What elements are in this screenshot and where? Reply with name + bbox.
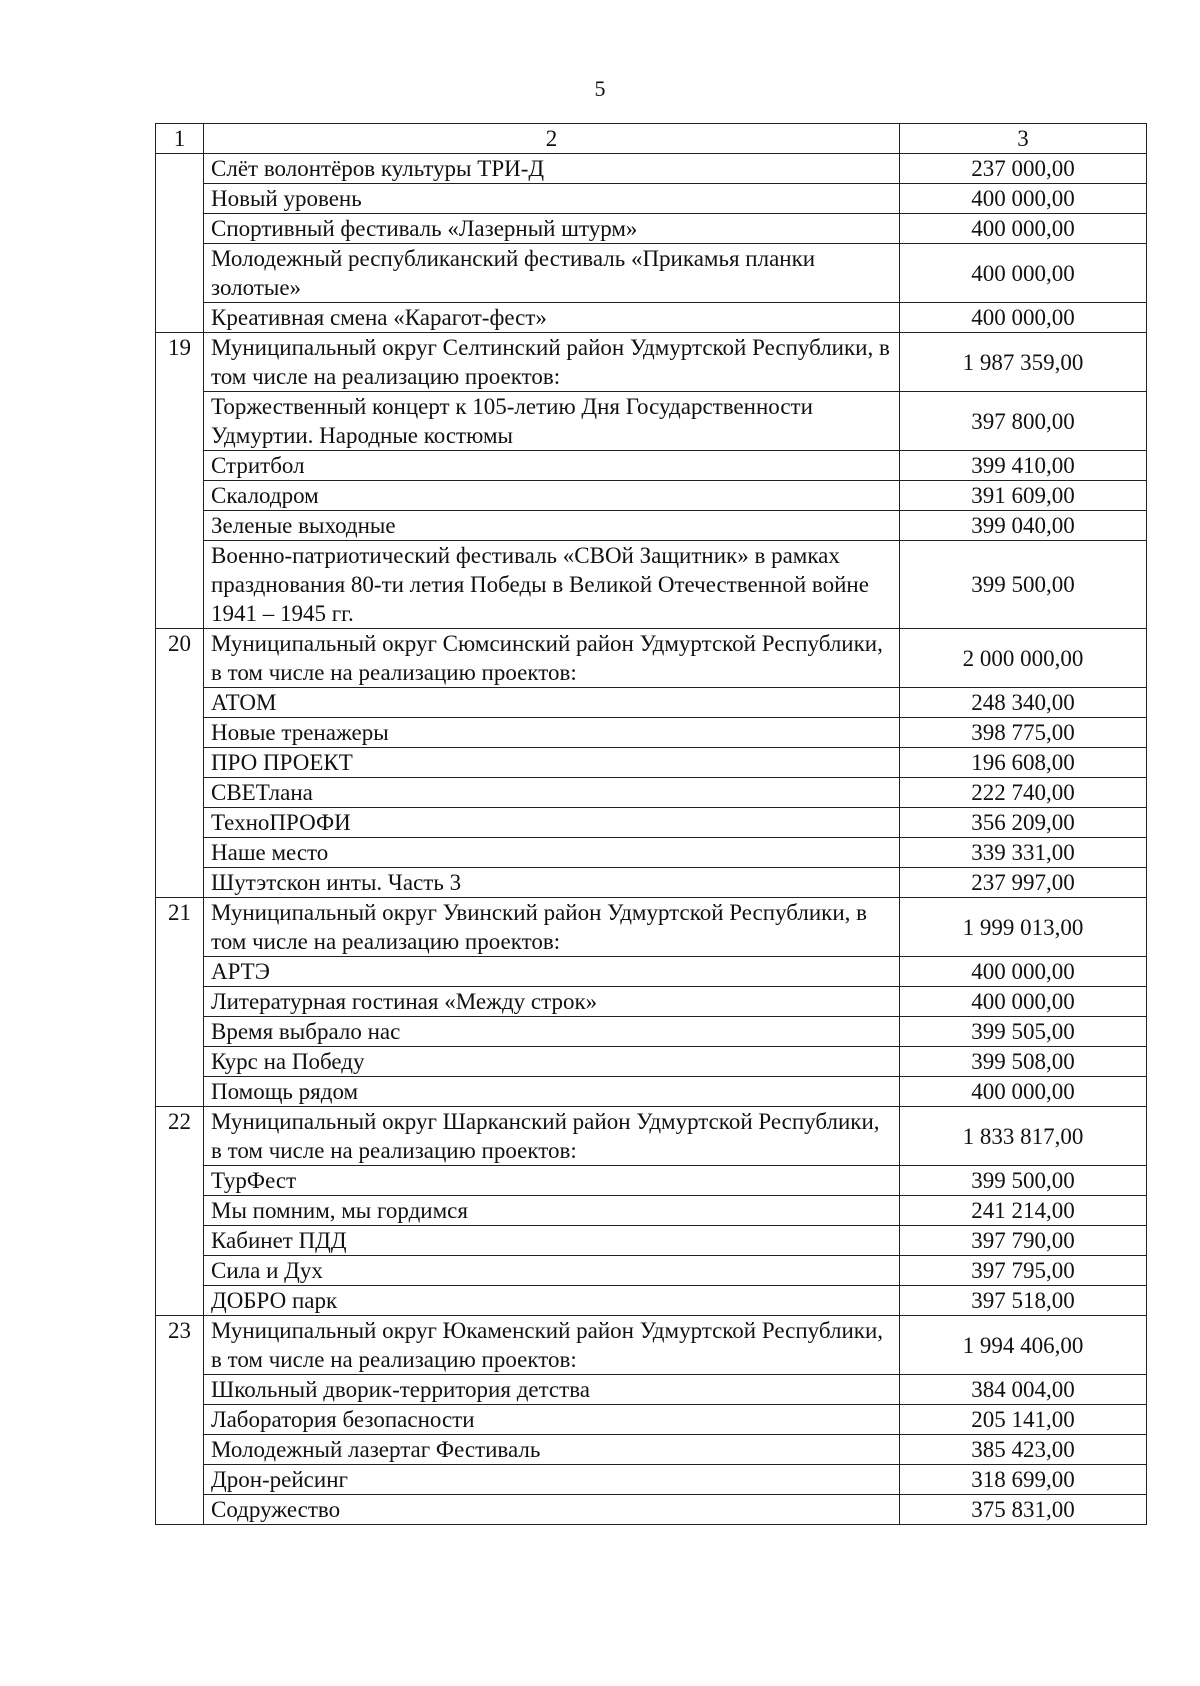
project-name: Новый уровень [204, 184, 900, 214]
project-amount: 385 423,00 [900, 1435, 1147, 1465]
project-name: Сила и Дух [204, 1256, 900, 1286]
project-amount: 248 340,00 [900, 688, 1147, 718]
project-row [156, 1017, 1147, 1047]
project-amount: 400 000,00 [900, 987, 1147, 1017]
row-number: 19 [156, 333, 204, 629]
municipality-name: Муниципальный округ Увинский район Удмуртской Республики, в том числе на реализацию проектов: [204, 898, 900, 957]
project-amount: 375 831,00 [900, 1495, 1147, 1525]
project-name: ДОБРО парк [204, 1286, 900, 1316]
project-name: СВЕТлана [204, 778, 900, 808]
project-row [156, 688, 1147, 718]
project-amount: 399 500,00 [900, 1166, 1147, 1196]
project-name: Шутэтскон инты. Часть 3 [204, 868, 900, 898]
funding-table [155, 123, 1147, 1525]
project-name: Креативная смена «Карагот-фест» [204, 303, 900, 333]
municipality-row [156, 898, 1147, 957]
project-amount: 397 795,00 [900, 1256, 1147, 1286]
project-name: Помощь рядом [204, 1077, 900, 1107]
project-amount: 397 790,00 [900, 1226, 1147, 1256]
project-name: Литературная гостиная «Между строк» [204, 987, 900, 1017]
project-amount: 400 000,00 [900, 303, 1147, 333]
project-name: Скалодром [204, 481, 900, 511]
project-row [156, 808, 1147, 838]
row-number: 23 [156, 1316, 204, 1525]
project-amount: 318 699,00 [900, 1465, 1147, 1495]
project-amount: 339 331,00 [900, 838, 1147, 868]
project-amount: 205 141,00 [900, 1405, 1147, 1435]
municipality-row [156, 1316, 1147, 1375]
project-amount: 399 500,00 [900, 541, 1147, 629]
project-row [156, 1047, 1147, 1077]
project-amount: 399 505,00 [900, 1017, 1147, 1047]
municipality-name: Муниципальный округ Сюмсинский район Удмуртской Республики, в том числе на реализацию проектов: [204, 629, 900, 688]
table-header-row [156, 124, 1147, 154]
municipality-total: 1 833 817,00 [900, 1107, 1147, 1166]
project-amount: 397 800,00 [900, 392, 1147, 451]
project-name: Кабинет ПДД [204, 1226, 900, 1256]
project-amount: 400 000,00 [900, 1077, 1147, 1107]
project-name: ТурФест [204, 1166, 900, 1196]
project-row [156, 1226, 1147, 1256]
project-amount: 384 004,00 [900, 1375, 1147, 1405]
project-amount: 399 410,00 [900, 451, 1147, 481]
project-row [156, 303, 1147, 333]
header-col-1: 1 [156, 124, 204, 154]
project-row [156, 451, 1147, 481]
project-row [156, 214, 1147, 244]
project-amount: 400 000,00 [900, 214, 1147, 244]
project-row [156, 1405, 1147, 1435]
municipality-total: 1 994 406,00 [900, 1316, 1147, 1375]
project-row [156, 392, 1147, 451]
project-amount: 400 000,00 [900, 244, 1147, 303]
project-row [156, 1435, 1147, 1465]
project-name: Дрон-рейсинг [204, 1465, 900, 1495]
project-amount: 356 209,00 [900, 808, 1147, 838]
project-amount: 400 000,00 [900, 184, 1147, 214]
project-name: ПРО ПРОЕКТ [204, 748, 900, 778]
project-name: Курс на Победу [204, 1047, 900, 1077]
project-amount: 398 775,00 [900, 718, 1147, 748]
project-row [156, 957, 1147, 987]
project-row [156, 244, 1147, 303]
project-name: Стритбол [204, 451, 900, 481]
project-amount: 397 518,00 [900, 1286, 1147, 1316]
project-row [156, 718, 1147, 748]
project-row [156, 778, 1147, 808]
project-amount: 399 508,00 [900, 1047, 1147, 1077]
project-row [156, 1375, 1147, 1405]
page-number: 5 [594, 76, 606, 101]
row-number: 22 [156, 1107, 204, 1316]
municipality-row [156, 333, 1147, 392]
project-name: Мы помним, мы гордимся [204, 1196, 900, 1226]
municipality-row [156, 1107, 1147, 1166]
project-row [156, 1495, 1147, 1525]
project-row [156, 1256, 1147, 1286]
row-number [156, 154, 204, 333]
project-row [156, 1465, 1147, 1495]
project-name: Торжественный концерт к 105-летию Дня Государственности Удмуртии. Народные костюмы [204, 392, 900, 451]
project-row [156, 838, 1147, 868]
project-name: Зеленые выходные [204, 511, 900, 541]
project-row [156, 154, 1147, 184]
project-name: Спортивный фестиваль «Лазерный штурм» [204, 214, 900, 244]
header-col-3: 3 [900, 124, 1147, 154]
project-name: Новые тренажеры [204, 718, 900, 748]
project-row [156, 1286, 1147, 1316]
project-name: Военно-патриотический фестиваль «СВОй Защитник» в рамках празднования 80-ти летия Победы в Великой Отечественной войне 1941 – 1945 гг. [204, 541, 900, 629]
project-amount: 222 740,00 [900, 778, 1147, 808]
project-amount: 241 214,00 [900, 1196, 1147, 1226]
project-amount: 237 000,00 [900, 154, 1147, 184]
project-row [156, 184, 1147, 214]
municipality-total: 2 000 000,00 [900, 629, 1147, 688]
project-row [156, 987, 1147, 1017]
project-amount: 399 040,00 [900, 511, 1147, 541]
municipality-name: Муниципальный округ Юкаменский район Удмуртской Республики, в том числе на реализацию проектов: [204, 1316, 900, 1375]
project-row [156, 868, 1147, 898]
project-name: Наше место [204, 838, 900, 868]
municipality-row [156, 629, 1147, 688]
project-name: АРТЭ [204, 957, 900, 987]
project-row [156, 511, 1147, 541]
project-row [156, 1166, 1147, 1196]
row-number: 20 [156, 629, 204, 898]
municipality-name: Муниципальный округ Селтинский район Удмуртской Республики, в том числе на реализацию проектов: [204, 333, 900, 392]
project-name: Школьный дворик-территория детства [204, 1375, 900, 1405]
project-row [156, 481, 1147, 511]
project-row [156, 541, 1147, 629]
project-name: ТехноПРОФИ [204, 808, 900, 838]
project-row [156, 1196, 1147, 1226]
project-name: АТОМ [204, 688, 900, 718]
project-row [156, 1077, 1147, 1107]
project-amount: 196 608,00 [900, 748, 1147, 778]
row-number: 21 [156, 898, 204, 1107]
project-name: Молодежный республиканский фестиваль «Прикамья планки золотые» [204, 244, 900, 303]
project-name: Молодежный лазертаг Фестиваль [204, 1435, 900, 1465]
project-name: Слёт волонтёров культуры ТРИ-Д [204, 154, 900, 184]
project-row [156, 748, 1147, 778]
project-name: Лаборатория безопасности [204, 1405, 900, 1435]
header-col-2: 2 [204, 124, 900, 154]
municipality-total: 1 999 013,00 [900, 898, 1147, 957]
project-name: Содружество [204, 1495, 900, 1525]
project-amount: 237 997,00 [900, 868, 1147, 898]
project-amount: 391 609,00 [900, 481, 1147, 511]
municipality-name: Муниципальный округ Шарканский район Удмуртской Республики, в том числе на реализацию проектов: [204, 1107, 900, 1166]
project-name: Время выбрало нас [204, 1017, 900, 1047]
municipality-total: 1 987 359,00 [900, 333, 1147, 392]
project-amount: 400 000,00 [900, 957, 1147, 987]
